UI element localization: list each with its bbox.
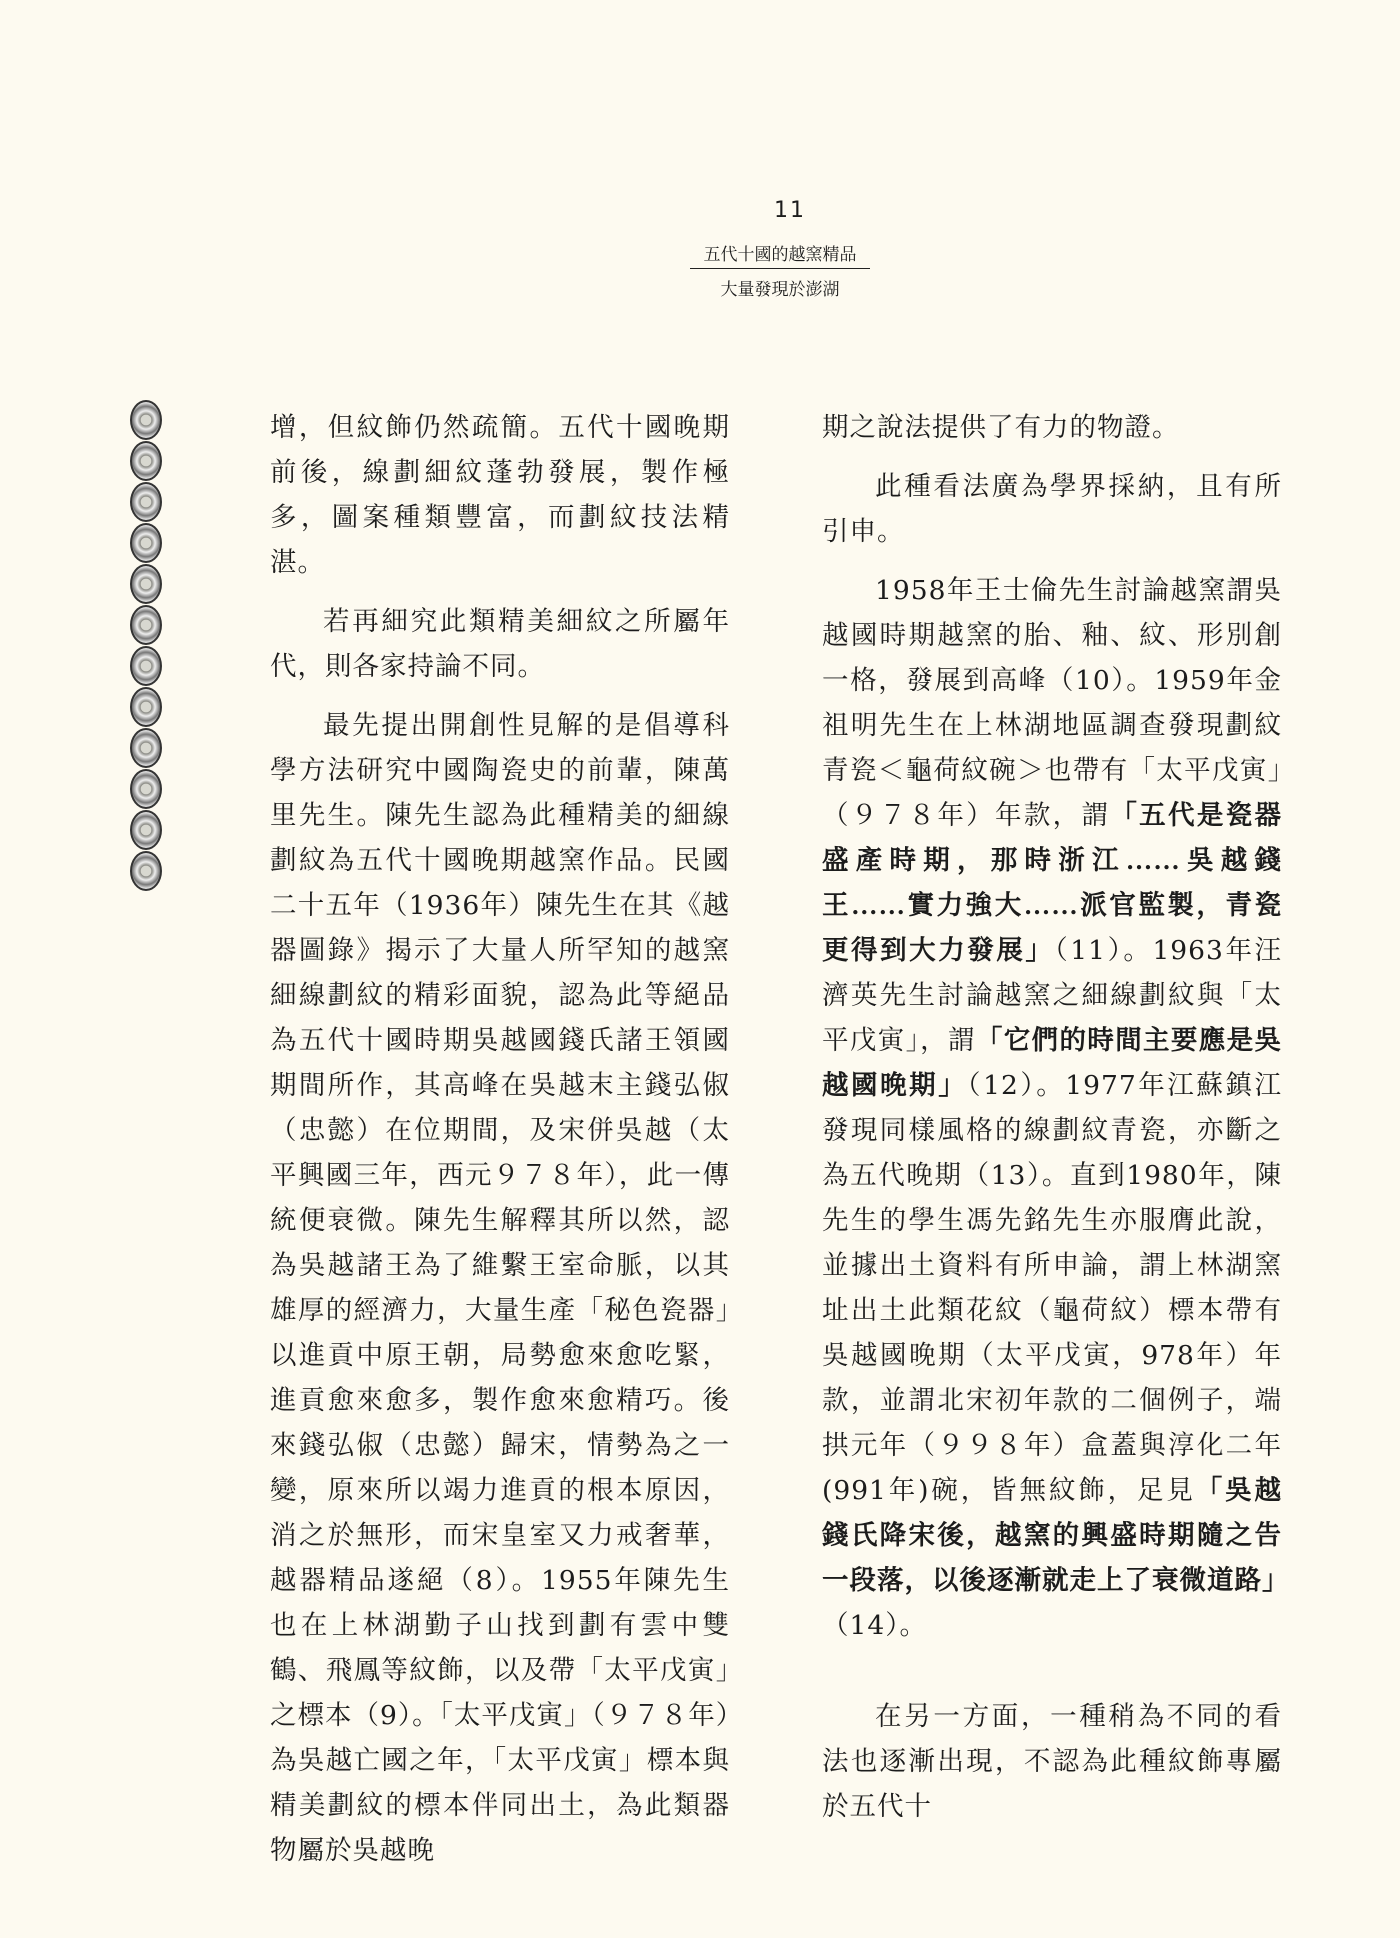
running-header (690, 240, 870, 300)
right-text-column (822, 405, 1290, 1843)
seal-icon (130, 482, 162, 522)
quotation-emphasis: 「它們的時間主要應是吳越國晚期」 (822, 1025, 1282, 1100)
text-run: （12）。1977年江蘇鎮江發現同樣風格的線劃紋青瓷，亦斷之為五代晚期（13）。直到1980年，陳先生的學生馮先銘先生亦服膺此說，並據出土資料有所申論，謂上林湖窯址出土此類花紋（龜荷紋）標本帶有吳越國晚期（太平戊寅，978年）年款，並謂北宋初年款的二個例子，端拱元年（９９８年）盒蓋與淳化二年(991年)碗，皆無紋飾，足見 (822, 1070, 1282, 1506)
seal-icon (130, 400, 162, 440)
seal-icon (130, 728, 162, 768)
running-header-title: 五代十國的越窯精品 (690, 240, 870, 269)
paragraph: 增，但紋飾仍然疏簡。五代十國晚期前後，線劃細紋蓬勃發展，製作極多，圖案種類豐富，而劃紋技法精湛。 (270, 412, 730, 578)
paragraph: 期之說法提供了有力的物證。 (822, 412, 1180, 443)
paragraph: 若再細究此類精美細紋之所屬年代，則各家持論不同。 (270, 606, 730, 682)
left-text-column (270, 405, 730, 1887)
running-header-subtitle: 大量發現於澎湖 (720, 280, 840, 300)
seal-icon (130, 810, 162, 850)
decorative-seal-strip (126, 400, 166, 880)
quotation-emphasis: 「吳越錢氏降宋後，越窯的興盛時期隨之告一段落，以後逐漸就走上了衰微道路」 (822, 1475, 1290, 1595)
seal-icon (130, 851, 162, 891)
seal-icon (130, 523, 162, 563)
paragraph: 在另一方面，一種稍為不同的看法也逐漸出現，不認為此種紋飾專屬於五代十 (822, 1701, 1282, 1822)
seal-icon (130, 564, 162, 604)
paragraph (822, 568, 1290, 1648)
text-run: 1958年王士倫先生討論越窯謂吳越國時期越窯的胎、釉、紋、形別創一格，發展到高峰（10）。1959年金祖明先生在上林湖地區調查發現劃紋青瓷＜龜荷紋碗＞也帶有「太平戊寅」（９７８年）年款，謂 (822, 575, 1282, 831)
page-number: 11 (774, 198, 806, 223)
quotation-emphasis: 「五代是瓷器盛產時期，那時浙江……吳越錢王……實力強大……派官監製，青瓷更得到大力發展」 (822, 800, 1283, 965)
paragraph: 此種看法廣為學界採納，且有所引申。 (822, 471, 1282, 547)
seal-icon (130, 646, 162, 686)
text-run: （11）。1963年汪濟英先生討論越窯之細線劃紋與「太平戊寅」，謂 (822, 935, 1282, 1056)
seal-icon (130, 441, 162, 481)
paragraph: 最先提出開創性見解的是倡導科學方法研究中國陶瓷史的前輩，陳萬里先生。陳先生認為此種精美的細線劃紋為五代十國晚期越窯作品。民國二十五年（1936年）陳先生在其《越器圖錄》揭示了大量人所罕知的越窯細線劃紋的精彩面貌，認為此等絕品為五代十國時期吳越國錢氏諸王領國期間所作，其高峰在吳越末主錢弘俶（忠懿）在位期間，及宋併吳越（太平興國三年，西元９７８年），此一傳統便衰微。陳先生解釋其所以然，認為吳越諸王為了維繫王室命脈，以其雄厚的經濟力，大量生產「秘色瓷器」以進貢中原王朝，局勢愈來愈吃緊，進貢愈來愈多，製作愈來愈精巧。後來錢弘俶（忠懿）歸宋，情勢為之一變，原來所以竭力進貢的根本原因，消之於無形，而宋皇室又力戒奢華，越器精品遂絕（8）。1955年陳先生也在上林湖勤子山找到劃有雲中雙鶴、飛鳳等紋飾，以及帶「太平戊寅」之標本（9）。「太平戊寅」（９７８年）為吳越亡國之年，「太平戊寅」標本與精美劃紋的標本伴同出土，為此類器物屬於吳越晚 (270, 710, 730, 1866)
text-run: （14）。 (822, 1610, 927, 1641)
seal-icon (130, 687, 162, 727)
seal-icon (130, 769, 162, 809)
seal-icon (130, 605, 162, 645)
